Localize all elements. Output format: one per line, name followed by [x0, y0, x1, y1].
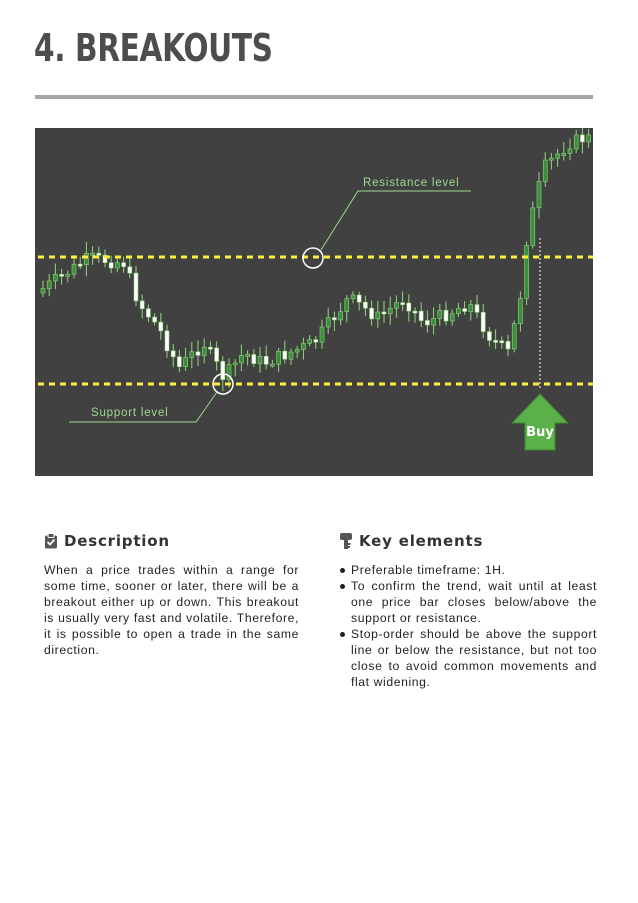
candle-body — [351, 295, 355, 299]
candle-body — [401, 303, 405, 305]
candle-body — [543, 160, 547, 181]
key-elements-list — [339, 562, 597, 690]
candle-body — [295, 350, 299, 353]
candle-body — [72, 264, 76, 274]
candle-body — [109, 263, 113, 268]
candle-body — [146, 309, 150, 317]
candle-body — [413, 311, 417, 313]
key-element-item: Preferable timeframe: 1H. — [339, 562, 597, 578]
description-section — [44, 530, 299, 658]
candle-body — [463, 309, 467, 312]
candle-body — [587, 135, 591, 142]
candle-body — [283, 351, 287, 359]
title-divider — [35, 95, 593, 99]
candle-body — [580, 135, 584, 142]
candle-body — [91, 253, 95, 255]
candle-body — [289, 352, 293, 359]
candle-body — [382, 312, 386, 314]
candle-body — [177, 357, 181, 367]
candle-body — [252, 355, 256, 364]
candle-body — [450, 314, 454, 321]
candle-body — [357, 295, 361, 302]
candle-body — [525, 245, 529, 298]
candle-body — [153, 317, 157, 322]
candle-body — [270, 364, 274, 366]
candle-body — [518, 298, 522, 323]
resistance-label: Resistance level — [363, 177, 460, 189]
description-text: When a price trades within a range for some time, sooner or later, there will be a breakout either up or down. This breakout is usually very fast and volatile. Therefore, it is possible to open a trade in the same direction. — [44, 563, 299, 657]
candle-body — [196, 352, 200, 356]
candle-body — [208, 347, 212, 349]
candle-body — [233, 363, 237, 365]
candle-body — [215, 348, 219, 362]
candle-body — [506, 341, 510, 349]
candle-body — [314, 340, 318, 343]
candle-body — [494, 340, 498, 342]
key-elements-section — [339, 530, 597, 690]
key-element-item: Stop-order should be above the support line or below the resistance, but not too close to avoid common movements and flat widening. — [339, 626, 597, 690]
candle-body — [277, 351, 281, 364]
chart-canvas — [35, 128, 593, 476]
candle-body — [407, 303, 411, 311]
candle-body — [308, 340, 312, 344]
candle-body — [140, 301, 144, 309]
candle-body — [202, 347, 206, 355]
candle-body — [475, 305, 479, 313]
candle-body — [574, 135, 578, 149]
candle-body — [394, 303, 398, 309]
breakout-chart — [35, 128, 593, 476]
candle-body — [326, 318, 330, 327]
candle-body — [190, 352, 194, 358]
candle-body — [512, 324, 516, 349]
candle-body — [456, 309, 460, 314]
candle-body — [438, 310, 442, 318]
candle-body — [246, 355, 250, 357]
candle-body — [115, 263, 119, 268]
support-label: Support level — [91, 407, 169, 419]
candle-body — [469, 305, 473, 312]
candle-body — [444, 310, 448, 321]
candle-body — [134, 273, 138, 301]
candle-body — [84, 253, 88, 264]
buy-label: Buy — [526, 425, 554, 440]
candle-body — [562, 153, 566, 155]
key-elements-heading: Key elements — [359, 532, 484, 550]
key-element-item: To confirm the trend, wait until at least one price bar closes below/above the support or resistance. — [339, 578, 597, 626]
candle-body — [165, 331, 169, 351]
candle-body — [537, 181, 541, 207]
candle-body — [531, 208, 535, 246]
candle-body — [481, 312, 485, 331]
candle-body — [122, 263, 126, 267]
candle-body — [320, 327, 324, 342]
candle-body — [47, 281, 51, 289]
clipboard-check-icon — [44, 533, 58, 549]
candle-body — [549, 158, 553, 160]
candle-body — [184, 358, 188, 367]
key-icon — [339, 532, 353, 550]
candle-body — [159, 322, 163, 331]
candle-body — [556, 154, 560, 158]
candle-body — [419, 311, 423, 320]
description-heading: Description — [64, 532, 170, 550]
candle-body — [239, 355, 243, 363]
candle-body — [97, 253, 101, 255]
candle-body — [500, 341, 504, 343]
candle-body — [258, 356, 262, 363]
candle-body — [432, 318, 436, 325]
page-title: 4. BREAKOUTS — [34, 26, 273, 70]
candle-body — [363, 302, 367, 308]
candle-body — [568, 149, 572, 154]
candle-body — [301, 343, 305, 349]
candle-body — [376, 312, 380, 319]
candle-body — [53, 274, 57, 281]
candle-body — [221, 361, 225, 379]
candle-body — [128, 267, 132, 273]
candle-body — [264, 356, 268, 364]
candle-body — [60, 274, 64, 276]
candle-body — [332, 318, 336, 320]
candle-body — [487, 332, 491, 341]
candle-body — [345, 299, 349, 312]
candle-body — [78, 264, 82, 266]
candle-body — [339, 312, 343, 320]
chart-background — [35, 128, 593, 476]
candle-body — [370, 308, 374, 319]
candle-body — [66, 274, 70, 276]
candle-body — [171, 351, 175, 357]
candle-body — [388, 308, 392, 314]
candle-body — [41, 289, 45, 293]
candle-body — [425, 321, 429, 326]
